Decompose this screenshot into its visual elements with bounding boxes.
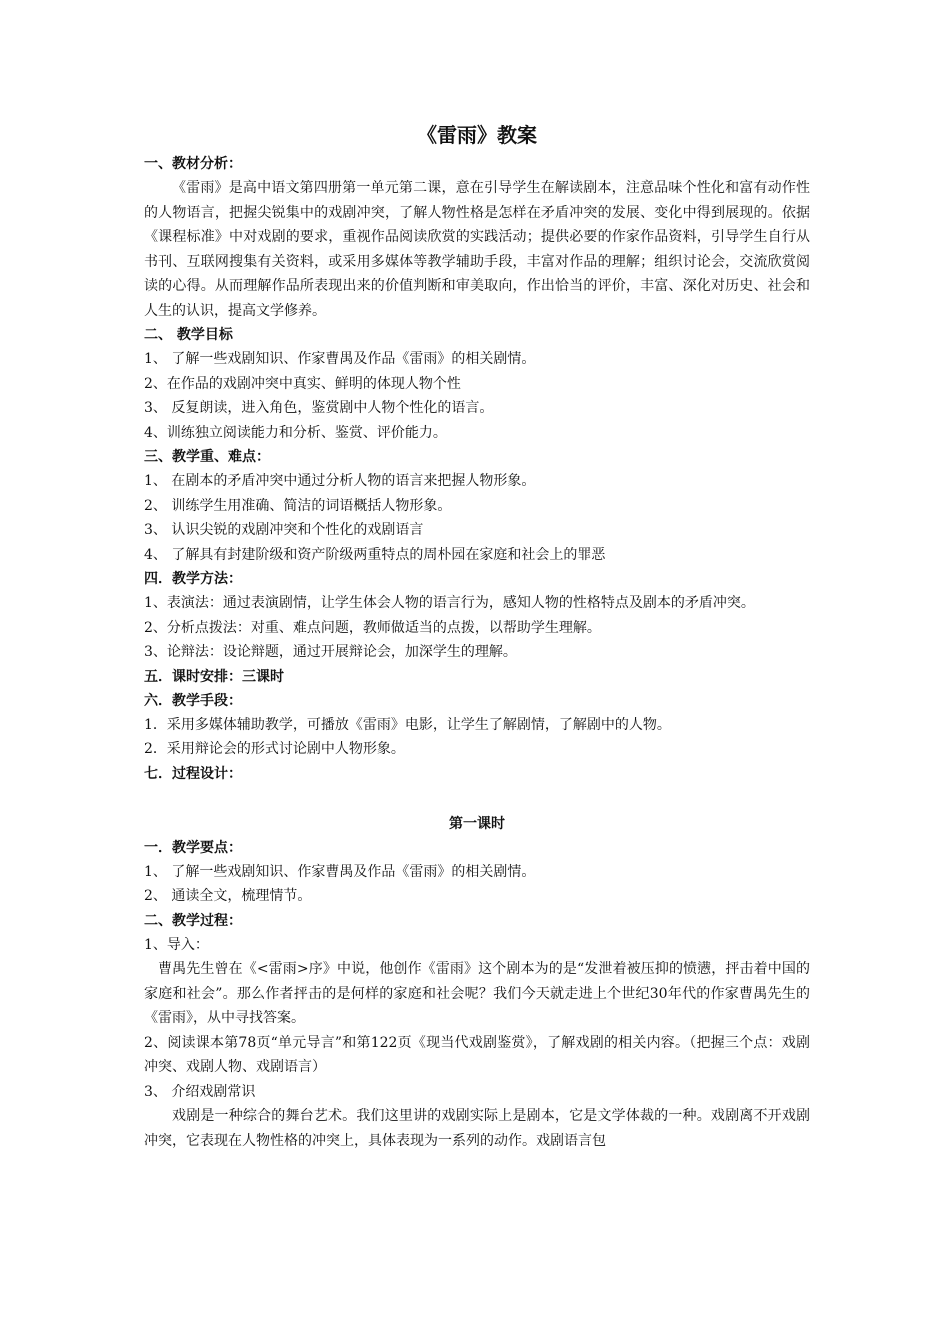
goal-item: 1、 了解一些戏剧知识、作家曹禺及作品《雷雨》的相关剧情。 <box>144 351 536 367</box>
lesson-process-heading: 二、教学过程： <box>144 912 242 929</box>
step-2-paragraph: 2、阅读课本第78页“单元导言”和第122页《现当代戏剧鉴赏》，了解戏剧的相关内容。（把握三个点：戏剧冲突、戏剧人物、戏剧语言） <box>144 1034 810 1075</box>
means-item: 1．采用多媒体辅助教学，可播放《雷雨》电影，让学生了解剧情，了解剧中的人物。 <box>144 716 671 733</box>
section-heading-means: 六．教学手段： <box>144 692 242 709</box>
key-point-item: 2、 训练学生用准确、简洁的词语概括人物形象。 <box>144 497 452 514</box>
lesson-points-heading: 一．教学要点： <box>144 839 242 856</box>
key-point-item: 3、 认识尖锐的戏剧冲突和个性化的戏剧语言 <box>144 522 424 538</box>
lesson-point-item: 2、 通读全文，梳理情节。 <box>144 888 312 904</box>
section-heading-methods: 四．教学方法： <box>144 571 242 587</box>
section-heading-key-points: 三、教学重、难点： <box>144 449 270 465</box>
method-item: 3、论辩法：设论辩题，通过开展辩论会，加深学生的理解。 <box>144 644 517 660</box>
method-item: 1、表演法：通过表演剧情，让学生体会人物的语言行为，感知人物的性格特点及剧本的矛盾冲突。 <box>144 595 755 611</box>
lesson-point-item: 1、 了解一些戏剧知识、作家曹禺及作品《雷雨》的相关剧情。 <box>144 863 536 880</box>
key-point-item: 1、 在剧本的矛盾冲突中通过分析人物的语言来把握人物形象。 <box>144 473 536 489</box>
section-heading-goals: 二、 教学目标 <box>144 327 233 343</box>
section-heading-schedule: 五．课时安排：三课时 <box>144 668 284 685</box>
step-3-paragraph: 戏剧是一种综合的舞台艺术。我们这里讲的戏剧实际上是剧本，它是文学体裁的一种。戏剧离不开戏剧冲突，它表现在人物性格的冲突上，具体表现为一系列的动作。戏剧语言包 <box>144 1108 810 1149</box>
means-item: 2．采用辩论会的形式讨论剧中人物形象。 <box>144 741 405 757</box>
goal-item: 2、在作品的戏剧冲突中真实、鲜明的体现人物个性 <box>144 375 461 392</box>
document-page <box>144 118 810 1153</box>
goal-item: 3、 反复朗读，进入角色，鉴赏剧中人物个性化的语言。 <box>144 400 494 416</box>
section-heading-process-design: 七．过程设计： <box>144 765 242 782</box>
key-point-item: 4、 了解具有封建阶级和资产阶级两重特点的周朴园在家庭和社会上的罪恶 <box>144 546 606 563</box>
intro-paragraph: 曹禺先生曾在《<雷雨>序》中说，他创作《雷雨》这个剧本为的是“发泄着被压抑的愤懑，抨击着中国的家庭和社会”。那么作者抨击的是何样的家庭和社会呢？我们今天就走进上个世纪30年代的作家曹禺先生的《雷雨》，从中寻找答案。 <box>144 961 810 1026</box>
intro-label: 1、导入： <box>144 936 209 953</box>
step-3-label: 3、 介绍戏剧常识 <box>144 1083 256 1100</box>
document-title: 《雷雨》教案 <box>417 123 537 147</box>
goal-item: 4、训练独立阅读能力和分析、鉴赏、评价能力。 <box>144 424 447 441</box>
section-heading-analysis: 一、教材分析： <box>144 156 242 172</box>
method-item: 2、分析点拨法：对重、难点问题，教师做适当的点拨，以帮助学生理解。 <box>144 619 601 636</box>
analysis-paragraph: 《雷雨》是高中语文第四册第一单元第二课，意在引导学生在解读剧本，注意品味个性化和富有动作性的人物语言，把握尖锐集中的戏剧冲突，了解人物性格是怎样在矛盾冲突的发展、变化中得到展现的。依据《课程标准》中对戏剧的要求，重视作品阅读欣赏的实践活动；提供必要的作家作品资料，引导学生自行从书刊、互联网搜集有关资料，或采用多媒体等教学辅助手段，丰富对作品的理解；组织讨论会，交流欣赏阅读的心得。从而理解作品所表现出来的价值判断和审美取向，作出恰当的评价，丰富、深化对历史、社会和人生的认识，提高文学修养。 <box>144 180 810 319</box>
lesson-title: 第一课时 <box>449 815 505 832</box>
